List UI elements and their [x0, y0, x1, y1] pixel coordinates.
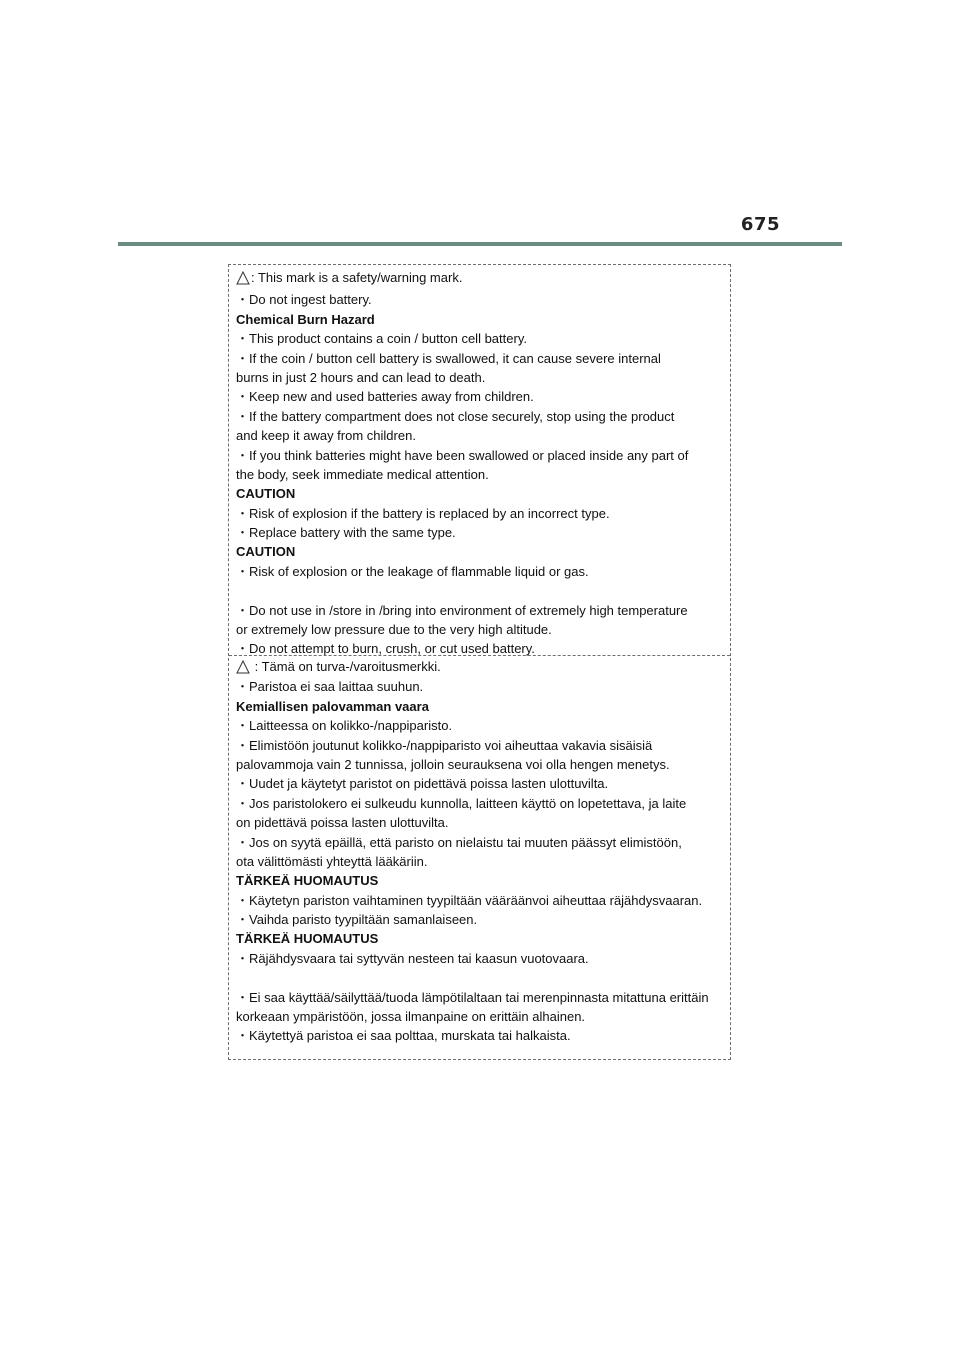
section-heading: Chemical Burn Hazard [236, 311, 375, 327]
notice-text-line: and keep it away from children. [236, 428, 416, 444]
header-rule [118, 242, 842, 246]
notice-text-line: ・Do not attempt to burn, crush, or cut used battery. [236, 641, 535, 657]
section-heading: Kemiallisen palovamman vaara [236, 698, 429, 714]
notice-text-line: ・This product contains a coin / button cell battery. [236, 331, 527, 347]
notice-text-line: ・Do not ingest battery. [236, 292, 372, 308]
notice-text-line: ota välittömästi yhteyttä lääkäriin. [236, 853, 428, 869]
notice-text-line: ・Do not use in /store in /bring into environment of extremely high temperature [236, 602, 688, 618]
warning-triangle-icon [236, 660, 250, 674]
notice-text-line: ・Keep new and used batteries away from children. [236, 389, 534, 405]
notice-text-line: ・Ei saa käyttää/säilyttää/tuoda lämpötilaltaan tai merenpinnasta mitattuna erittäin [236, 989, 709, 1005]
warning-triangle-icon [236, 271, 250, 285]
notice-text-line: ・Paristoa ei saa laittaa suuhun. [236, 679, 424, 695]
blank-line [236, 968, 726, 987]
notice-text-line: korkeaan ympäristöön, jossa ilmanpaine on erittäin alhainen. [236, 1009, 586, 1025]
notice-text-line: palovammoja vain 2 tunnissa, jolloin seurauksena voi olla hengen menetys. [236, 756, 670, 772]
warning-mark-text: : Tämä on turva-/varoitusmerkki. [251, 659, 441, 674]
notice-text-line: ・If the battery compartment does not close securely, stop using the product [236, 408, 675, 424]
warning-mark-text: : This mark is a safety/warning mark. [251, 270, 463, 285]
section-heading: CAUTION [236, 544, 296, 560]
notice-text-line: ・Risk of explosion if the battery is replaced by an incorrect type. [236, 505, 610, 521]
notice-text-line: burns in just 2 hours and can lead to death. [236, 369, 486, 385]
page-number: 675 [740, 214, 780, 235]
section-heading: TÄRKEÄ HUOMAUTUS [236, 931, 379, 947]
notice-text-line: ・Replace battery with the same type. [236, 525, 456, 541]
warning-mark-line [236, 268, 726, 287]
notice-text-line: ・Uudet ja käytetyt paristot on pidettävä poissa lasten ulottuvilta. [236, 776, 609, 792]
finnish-notice-section [229, 655, 730, 1059]
notice-text-line: ・Risk of explosion or the leakage of flammable liquid or gas. [236, 563, 589, 579]
section-heading: TÄRKEÄ HUOMAUTUS [236, 873, 379, 889]
notice-text-line: ・If you think batteries might have been swallowed or placed inside any part of [236, 447, 689, 463]
notice-text-line: ・Elimistöön joutunut kolikko-/nappiparisto voi aiheuttaa vakavia sisäisiä [236, 737, 653, 753]
notice-text-line: ・Käytetyn pariston vaihtaminen tyypiltään vääräänvoi aiheuttaa räjähdysvaaran. [236, 892, 703, 908]
notice-text-line: the body, seek immediate medical attention. [236, 466, 489, 482]
blank-line [236, 581, 726, 600]
notice-text-line: ・Jos on syytä epäillä, että paristo on nielaistu tai muuten päässyt elimistöön, [236, 834, 682, 850]
notice-text-line: ・Räjähdysvaara tai syttyvän nesteen tai kaasun vuotovaara. [236, 950, 589, 966]
notice-text-line: on pidettävä poissa lasten ulottuvilta. [236, 815, 449, 831]
notice-text-line: ・Jos paristolokero ei sulkeudu kunnolla, laitteen käyttö on lopetettava, ja laite [236, 795, 687, 811]
notice-text-line: ・Laitteessa on kolikko-/nappiparisto. [236, 718, 453, 734]
section-heading: CAUTION [236, 486, 296, 502]
notice-text-line: ・Käytettyä paristoa ei saa polttaa, murskata tai halkaista. [236, 1028, 571, 1044]
notice-text-line: ・If the coin / button cell battery is swallowed, it can cause severe internal [236, 350, 661, 366]
english-notice-section [229, 265, 730, 655]
warning-mark-line [236, 657, 726, 676]
notice-text-line: or extremely low pressure due to the very high altitude. [236, 622, 552, 638]
battery-safety-notice-box [228, 264, 731, 1060]
notice-text-line: ・Vaihda paristo tyypiltään samanlaiseen. [236, 912, 478, 928]
